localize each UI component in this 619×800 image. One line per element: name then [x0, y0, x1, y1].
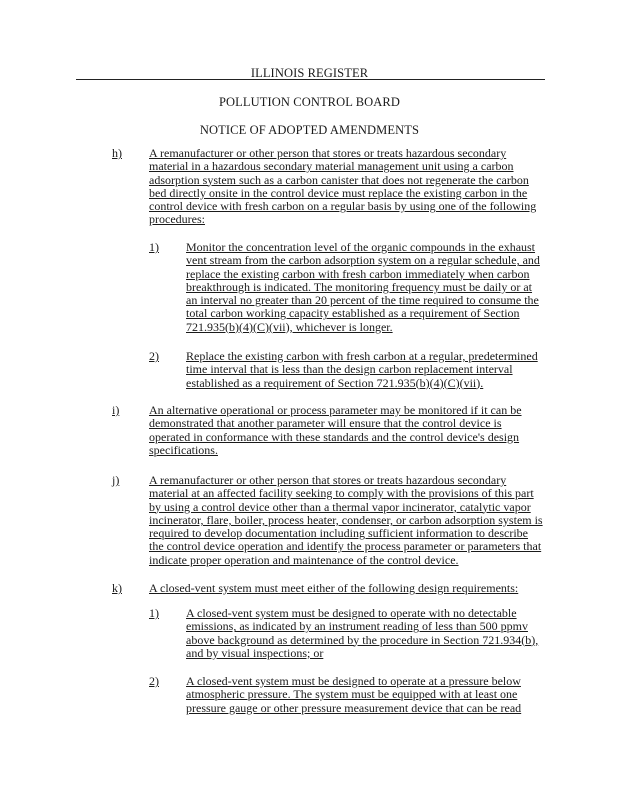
- text-line: An alternative operational or process parameter may be monitored if it can be: [149, 403, 522, 417]
- text-line: emissions, as indicated by an instrument reading of less than 500 ppmv: [186, 619, 528, 634]
- subsection-label: i): [112, 403, 120, 417]
- text-line: and by visual inspections; or: [186, 645, 324, 660]
- item-label: 1): [149, 606, 159, 620]
- item-text: [186, 607, 551, 660]
- item-label: 1): [149, 240, 159, 254]
- text-line: specifications.: [149, 442, 218, 457]
- subsection-label: h): [112, 146, 122, 160]
- item-text: [186, 241, 551, 334]
- subsection-label: j): [112, 473, 120, 487]
- text-line: an interval no greater than 20 percent of the time required to consume the: [186, 293, 539, 308]
- text-line: total carbon working capacity established as a requirement of Section: [186, 306, 520, 321]
- subsection-label: k): [112, 581, 122, 595]
- text-line: vent stream from the carbon adsorption system on a regular schedule, and: [186, 253, 540, 268]
- text-line: 721.935(b)(4)(C)(vii), whichever is longer.: [186, 319, 393, 334]
- subsection-text: [149, 147, 549, 227]
- text-line: A closed-vent system must be designed to operate with no detectable: [186, 606, 517, 620]
- subsection-text: [149, 404, 549, 457]
- subsection-text: [149, 474, 549, 567]
- register-title: ILLINOIS REGISTER: [250, 66, 369, 80]
- text-line: bed directly onsite in the control device must replace the existing carbon in the: [149, 185, 528, 200]
- text-line: Replace the existing carbon with fresh carbon at a regular, predetermined: [186, 349, 538, 363]
- text-line: above background as determined by the procedure in Section 721.934(b),: [186, 632, 539, 647]
- text-line: replace the existing carbon with fresh carbon immediately when carbon: [186, 266, 530, 281]
- text-line: operated in conformance with these standards and the control device's design: [149, 429, 520, 444]
- text-line: material in a hazardous secondary material management unit using a carbon: [149, 159, 514, 174]
- text-line: A closed-vent system must meet either of the following design requirements:: [149, 581, 519, 595]
- board-title: POLLUTION CONTROL BOARD: [219, 95, 400, 109]
- text-line: atmospheric pressure. The system must be equipped with at least one: [186, 687, 518, 702]
- text-line: breakthrough is indicated. The monitoring frequency must be daily or at: [186, 279, 533, 294]
- text-line: procedures:: [149, 212, 205, 227]
- text-line: A remanufacturer or other person that stores or treats hazardous secondary: [149, 146, 507, 160]
- header-rule: [76, 79, 545, 80]
- item-text: [186, 675, 551, 715]
- text-line: time interval that is less than the design carbon replacement interval: [186, 362, 513, 377]
- text-line: demonstrated that another parameter will ensure that the control device is: [149, 416, 502, 431]
- text-line: by using a control device other than a thermal vapor incinerator, catalytic vapor: [149, 499, 531, 514]
- item-text: [186, 350, 551, 390]
- item-label: 2): [149, 674, 159, 688]
- subsection-text: [149, 582, 549, 595]
- text-line: A remanufacturer or other person that stores or treats hazardous secondary: [149, 473, 507, 487]
- text-line: Monitor the concentration level of the organic compounds in the exhaust: [186, 240, 536, 254]
- text-line: the control device operation and identify the process parameter or parameters that: [149, 539, 542, 554]
- text-line: required to develop documentation including sufficient information to describe: [149, 526, 529, 541]
- notice-title: NOTICE OF ADOPTED AMENDMENTS: [199, 123, 420, 137]
- text-line: established as a requirement of Section 721.935(b)(4)(C)(vii).: [186, 375, 484, 390]
- text-line: pressure gauge or other pressure measurement device that can be read: [186, 700, 522, 715]
- text-line: A closed-vent system must be designed to operate at a pressure below: [186, 674, 521, 688]
- text-line: control device with fresh carbon on a regular basis by using one of the following: [149, 199, 537, 214]
- text-line: incinerator, flare, boiler, process heater, condenser, or carbon adsorption system is: [149, 512, 543, 527]
- item-label: 2): [149, 349, 159, 363]
- text-line: indicate proper operation and maintenance of the control device.: [149, 552, 459, 567]
- text-line: material at an affected facility seeking to comply with the provisions of this part: [149, 486, 534, 501]
- text-line: adsorption system such as a carbon canister that does not regenerate the carbon: [149, 172, 529, 187]
